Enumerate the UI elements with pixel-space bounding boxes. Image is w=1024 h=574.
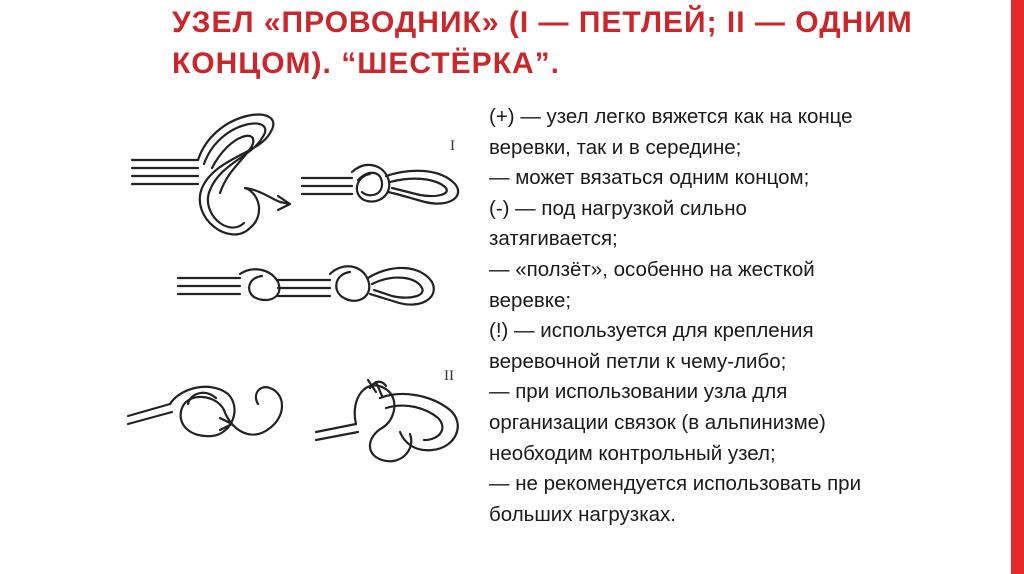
knot-step-4 xyxy=(128,387,282,436)
text-line: больших нагрузках. xyxy=(489,502,676,526)
text-line: необходим контрольный узел; xyxy=(489,441,776,465)
knot-step-1 xyxy=(132,115,290,235)
figure-label-one: I xyxy=(450,138,455,154)
text-line: веревке; xyxy=(489,288,572,312)
figure-label-two: II xyxy=(444,368,454,384)
text-line: (!) — используется для крепления xyxy=(489,319,814,343)
text-line: — может вязаться одним концом; xyxy=(489,166,810,190)
text-line: веревки, так и в середине; xyxy=(489,135,742,159)
knot-step-2 xyxy=(302,165,458,204)
text-line: — не рекомендуется использовать при xyxy=(489,472,862,496)
text-line: (+) — узел легко вяжется как на конце xyxy=(489,105,853,128)
slide-title: УЗЕЛ «ПРОВОДНИК» (I — ПЕТЛЕЙ; II — ОДНИМ КОНЦОМ). “ШЕСТЁРКА”. xyxy=(172,6,913,80)
text-line: затягивается; xyxy=(489,227,618,251)
text-line: организации связок (в альпинизме) xyxy=(489,410,826,434)
text-line: — при использовании узла для xyxy=(489,380,788,404)
description-text xyxy=(489,102,974,530)
knot-step-5 xyxy=(316,380,458,461)
knot-figure xyxy=(120,98,475,478)
text-line: веревочной петли к чему-либо; xyxy=(489,349,787,373)
accent-bar xyxy=(1011,0,1024,574)
knot-illustration-icon xyxy=(120,98,475,478)
text-line: — «ползёт», особенно на жесткой xyxy=(489,257,815,281)
knot-step-3 xyxy=(178,266,434,304)
text-line: (-) — под нагрузкой сильно xyxy=(489,196,747,220)
